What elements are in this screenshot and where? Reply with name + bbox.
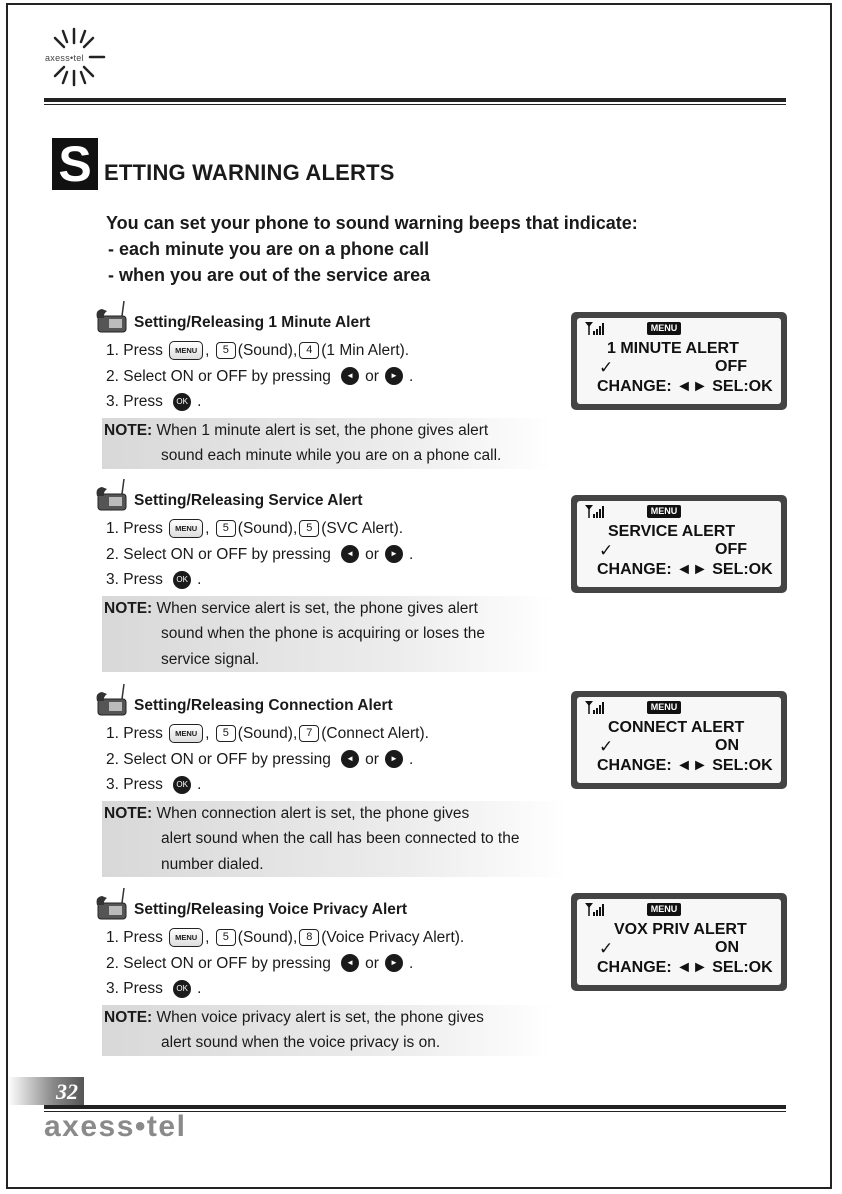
step-text: 3. Press <box>106 980 163 998</box>
phone-icon <box>94 683 130 717</box>
intro-bullet: - each minute you are on a phone call <box>108 239 430 259</box>
ok-key-icon: OK <box>173 980 191 998</box>
section-1-minute-alert <box>94 310 564 469</box>
menu-key: MENU <box>169 519 203 538</box>
note-text: alert sound when the voice privacy is on. <box>161 1034 441 1051</box>
step-text: 3. Press <box>106 776 163 794</box>
menu-icon: MENU <box>647 505 681 518</box>
intro-bullet: - when you are out of the service area <box>108 265 431 285</box>
step-text: (Sound), <box>237 929 298 947</box>
section-title: Setting/Releasing Voice Privacy Alert <box>134 901 408 918</box>
check-icon: ✓ <box>599 358 614 377</box>
step-text: (Sound), <box>237 520 298 538</box>
step-text: (Voice Privacy Alert). <box>321 929 465 947</box>
step-text: or <box>365 750 379 768</box>
step-3 <box>106 389 564 415</box>
check-icon: ✓ <box>599 939 614 958</box>
step-text: 1. Press <box>106 342 163 360</box>
key-5: 5 <box>216 725 236 742</box>
step-text: 2. Select ON or OFF by pressing <box>106 545 331 563</box>
note-box <box>102 596 552 673</box>
intro-line: You can set your phone to sound warning beeps that indicate: <box>106 213 638 233</box>
step-text: , <box>205 929 210 947</box>
menu-key: MENU <box>169 724 203 743</box>
step-2 <box>106 951 564 977</box>
step-text: , <box>205 342 210 360</box>
left-arrow-key-icon: ◄ <box>341 750 359 768</box>
lcd-value: ON <box>715 737 739 754</box>
menu-key: MENU <box>169 928 203 947</box>
step-text: or <box>365 367 379 385</box>
step-text: (Sound), <box>237 725 298 743</box>
ok-key-icon: OK <box>173 571 191 589</box>
menu-icon: MENU <box>647 322 681 335</box>
note-label: NOTE: <box>104 421 153 439</box>
lcd-value: OFF <box>715 541 747 558</box>
step-text: or <box>365 545 379 563</box>
lcd-title: 1 MINUTE ALERT <box>607 340 739 357</box>
left-arrow-key-icon: ◄ <box>341 367 359 385</box>
page-number-tab <box>8 1077 84 1105</box>
step-2 <box>106 542 564 568</box>
lcd-footer: CHANGE: ◄► SEL:OK <box>597 378 773 395</box>
step-text: 3. Press <box>106 393 163 411</box>
phone-icon <box>94 478 130 512</box>
left-arrow-key-icon: ◄ <box>341 545 359 563</box>
note-text: service signal. <box>161 650 260 668</box>
step-text: or <box>365 954 379 972</box>
phone-icon <box>94 887 130 921</box>
right-arrow-key-icon: ► <box>385 545 403 563</box>
step-text: . <box>197 980 202 998</box>
lcd-value: OFF <box>715 358 747 375</box>
note-label: NOTE: <box>104 804 153 822</box>
header-rule-thin <box>44 104 786 105</box>
note-text: When voice privacy alert is set, the phone gives <box>156 1008 484 1026</box>
note-text: sound when the phone is acquiring or loses the <box>161 625 485 642</box>
signal-icon <box>585 701 607 715</box>
step-text: 2. Select ON or OFF by pressing <box>106 750 331 768</box>
step-3 <box>106 567 564 593</box>
step-text: , <box>205 520 210 538</box>
step-text: (Sound), <box>237 342 298 360</box>
step-text: 1. Press <box>106 725 163 743</box>
check-icon: ✓ <box>599 541 614 560</box>
note-box <box>102 418 552 469</box>
menu-key: MENU <box>169 341 203 360</box>
step-3 <box>106 976 564 1002</box>
step-1 <box>106 516 564 542</box>
step-text: . <box>408 750 414 768</box>
note-text: sound each minute while you are on a phone call. <box>161 447 502 464</box>
footer-brand-logo: axess•tel <box>44 1110 187 1143</box>
lcd-title: VOX PRIV ALERT <box>614 921 747 938</box>
check-icon: ✓ <box>599 737 614 756</box>
section-title: Setting/Releasing 1 Minute Alert <box>134 314 371 331</box>
step-1 <box>106 721 564 747</box>
step-text: (SVC Alert). <box>321 520 404 538</box>
step-text: . <box>197 571 202 589</box>
step-text: . <box>197 393 202 411</box>
key-8: 8 <box>299 929 319 946</box>
right-arrow-key-icon: ► <box>385 954 403 972</box>
menu-icon: MENU <box>647 701 681 714</box>
step-2 <box>106 747 564 773</box>
section-title: Setting/Releasing Service Alert <box>134 492 363 509</box>
lcd-screen-service <box>571 495 787 593</box>
lcd-title: SERVICE ALERT <box>608 523 736 540</box>
lcd-footer: CHANGE: ◄► SEL:OK <box>597 757 773 774</box>
step-text: 1. Press <box>106 520 163 538</box>
key-5: 5 <box>216 342 236 359</box>
step-2 <box>106 364 564 390</box>
menu-icon: MENU <box>647 903 681 916</box>
key-5: 5 <box>299 520 319 537</box>
page-number: 32 <box>56 1079 78 1104</box>
left-arrow-key-icon: ◄ <box>341 954 359 972</box>
heading-text: ETTING WARNING ALERTS <box>104 160 395 185</box>
phone-icon <box>94 300 130 334</box>
key-4: 4 <box>299 342 319 359</box>
key-5: 5 <box>216 520 236 537</box>
signal-icon <box>585 505 607 519</box>
lcd-title: CONNECT ALERT <box>608 719 745 736</box>
right-arrow-key-icon: ► <box>385 750 403 768</box>
section-title: Setting/Releasing Connection Alert <box>134 697 393 714</box>
step-1 <box>106 338 564 364</box>
note-box <box>102 801 568 878</box>
step-text: . <box>197 776 202 794</box>
lcd-footer: CHANGE: ◄► SEL:OK <box>597 959 773 976</box>
note-text: When connection alert is set, the phone gives <box>156 804 470 822</box>
step-text: 2. Select ON or OFF by pressing <box>106 367 331 385</box>
ok-key-icon: OK <box>173 393 191 411</box>
step-text: 2. Select ON or OFF by pressing <box>106 954 331 972</box>
lcd-screen-vox-priv <box>571 893 787 991</box>
note-box <box>102 1005 552 1056</box>
lcd-value: ON <box>715 939 739 956</box>
step-text: . <box>408 545 414 563</box>
note-label: NOTE: <box>104 599 153 617</box>
section-service-alert <box>94 488 564 672</box>
step-text: . <box>408 367 414 385</box>
ok-key-icon: OK <box>173 776 191 794</box>
right-arrow-key-icon: ► <box>385 367 403 385</box>
header-rule <box>44 98 786 102</box>
brand-logo-text: axess•tel <box>45 53 84 63</box>
step-text: 1. Press <box>106 929 163 947</box>
step-text: (Connect Alert). <box>321 725 429 743</box>
step-1 <box>106 925 564 951</box>
note-label: NOTE: <box>104 1008 153 1026</box>
footer-rule <box>44 1105 786 1109</box>
heading-initial: S <box>52 138 98 190</box>
key-5: 5 <box>216 929 236 946</box>
step-text: . <box>408 954 414 972</box>
lcd-screen-connect <box>571 691 787 789</box>
step-text: (1 Min Alert). <box>321 342 410 360</box>
intro-text <box>106 210 638 288</box>
step-text: , <box>205 725 210 743</box>
lcd-screen-1-minute <box>571 312 787 410</box>
step-text: 3. Press <box>106 571 163 589</box>
section-voice-privacy-alert <box>94 897 564 1056</box>
note-text: number dialed. <box>161 855 264 873</box>
note-text: When service alert is set, the phone gives alert <box>156 599 478 617</box>
note-text: When 1 minute alert is set, the phone gives alert <box>156 421 489 439</box>
lcd-footer: CHANGE: ◄► SEL:OK <box>597 561 773 578</box>
signal-icon <box>585 903 607 917</box>
brand-logo <box>42 25 106 89</box>
signal-icon <box>585 322 607 336</box>
note-text: alert sound when the call has been connected to the <box>161 830 520 847</box>
step-3 <box>106 772 564 798</box>
section-connection-alert <box>94 693 564 877</box>
key-7: 7 <box>299 725 319 742</box>
